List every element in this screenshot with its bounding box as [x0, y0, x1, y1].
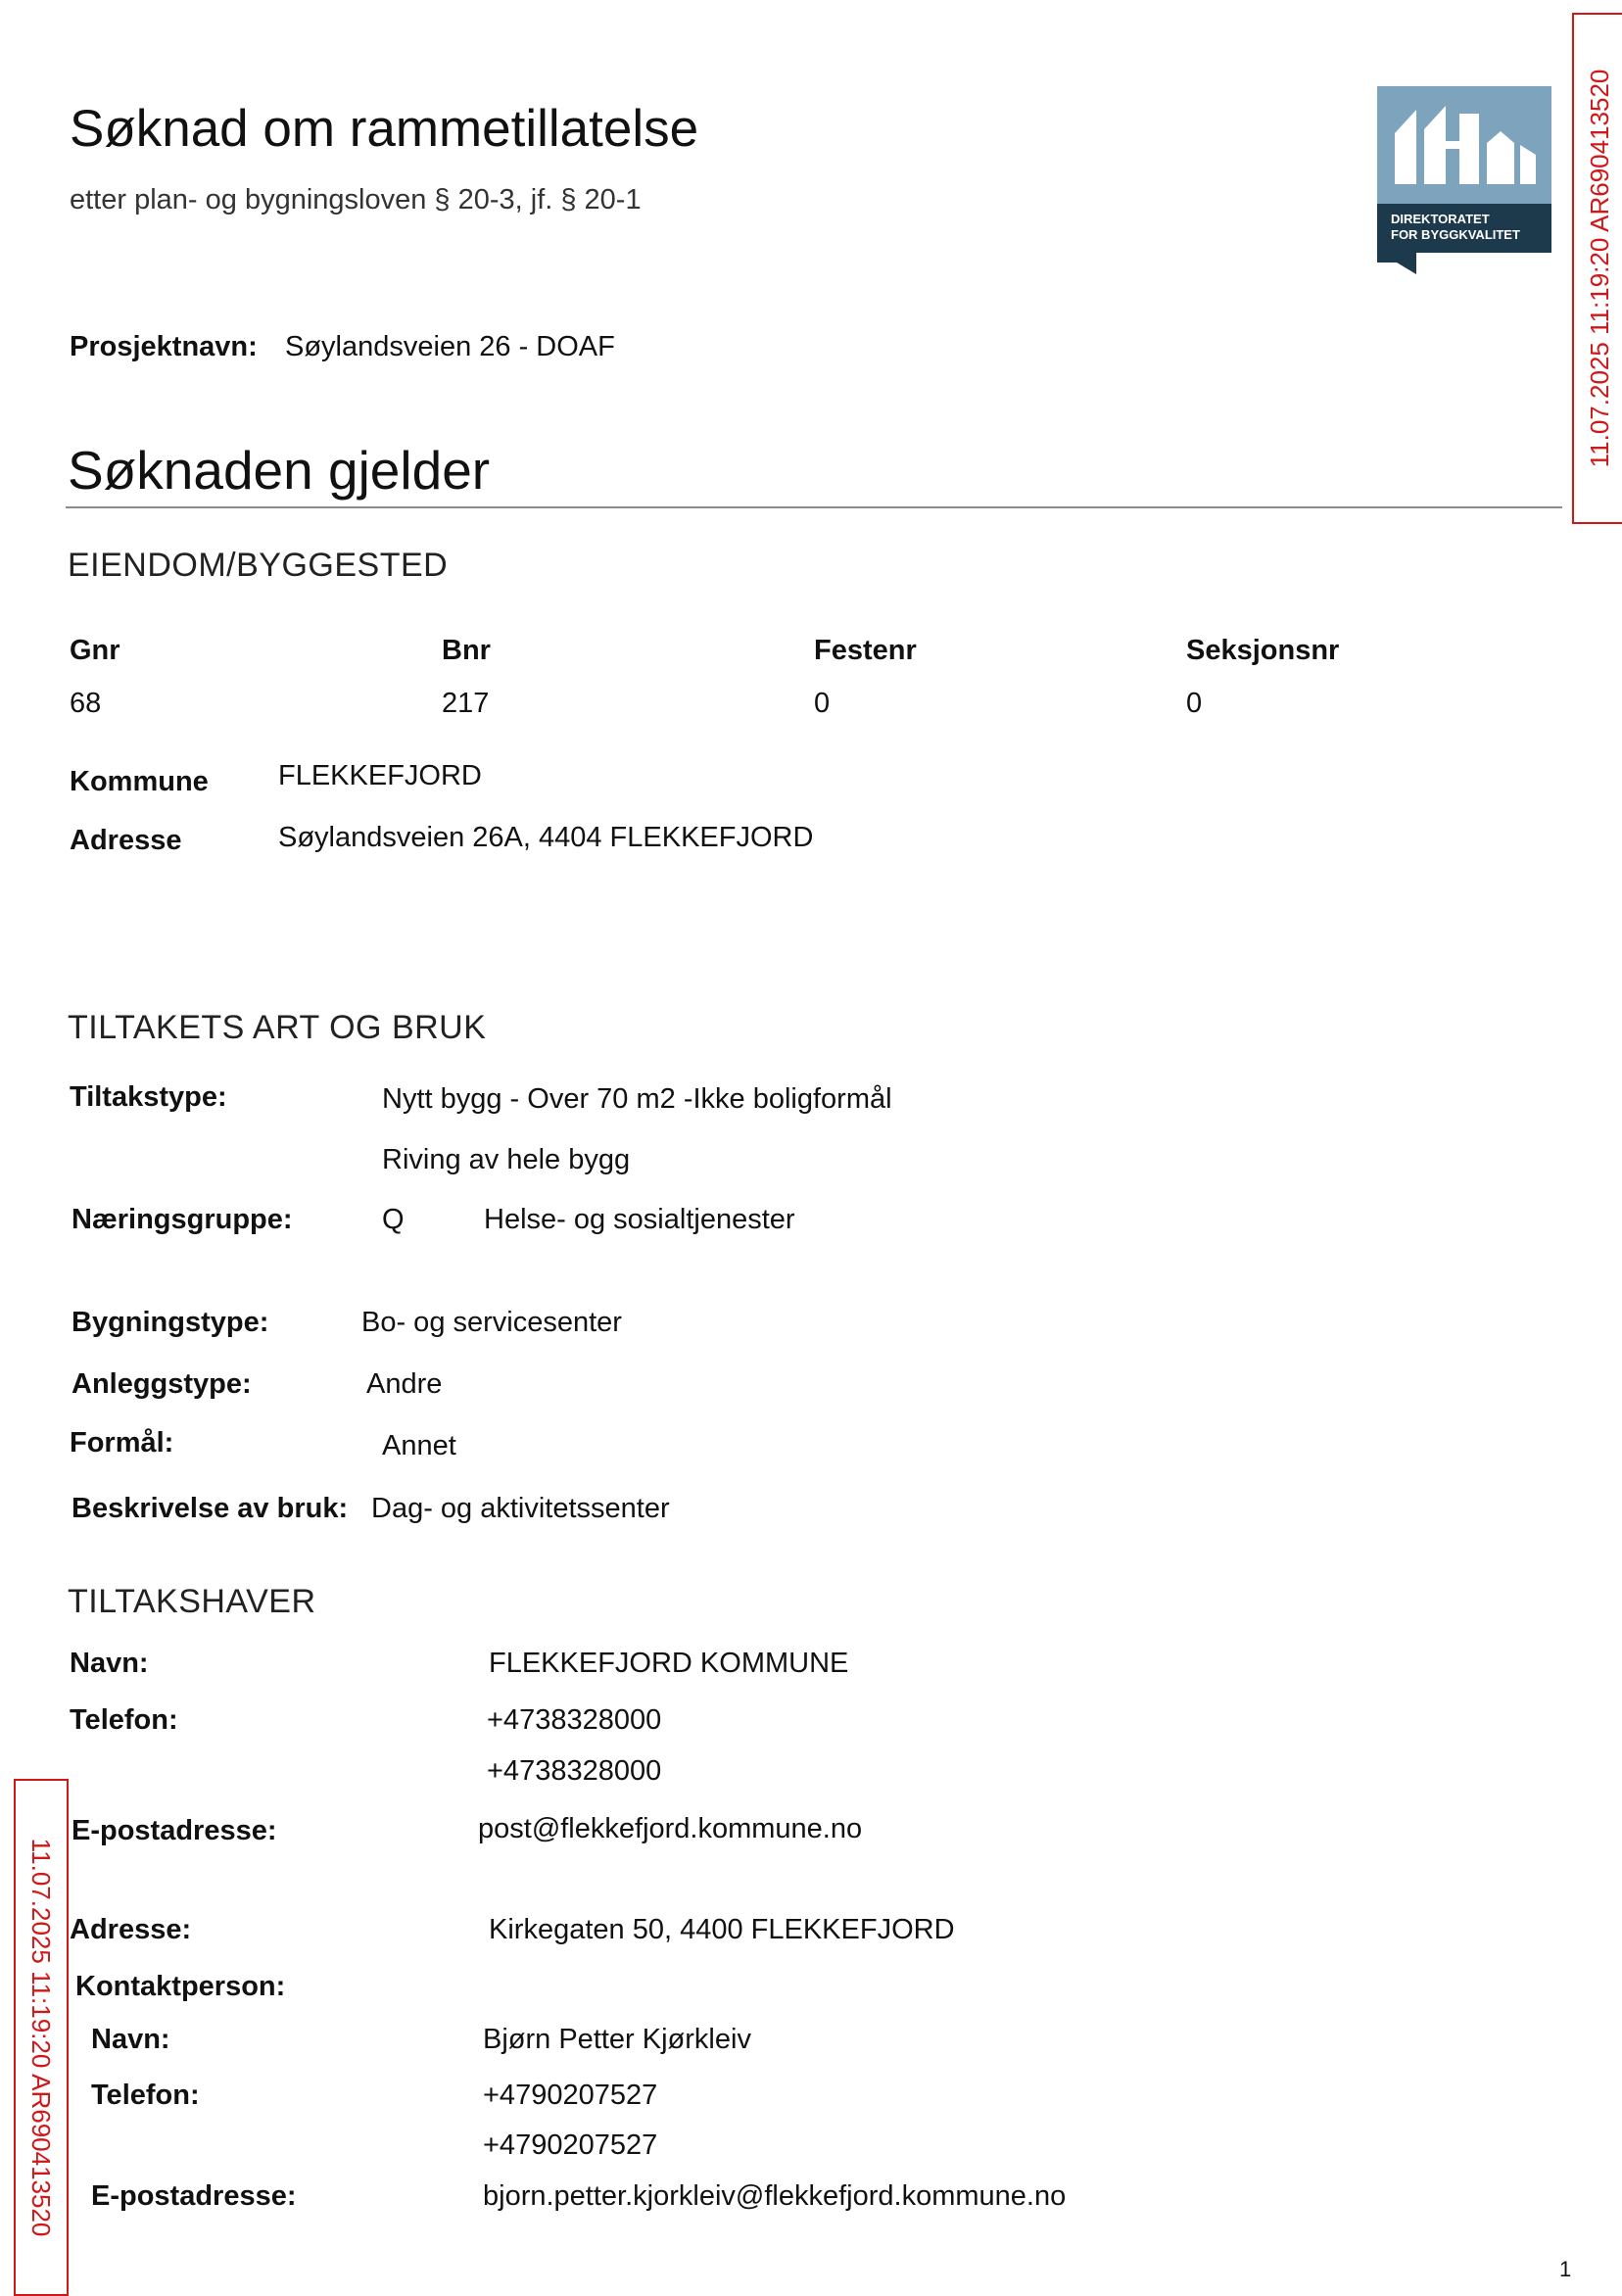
kontakt-navn-label: Navn: — [91, 2024, 170, 2055]
adresse-value: Søylandsveien 26A, 4404 FLEKKEFJORD — [278, 822, 814, 853]
kommune-value: FLEKKEFJORD — [278, 760, 482, 791]
kontakt-epost-value: bjorn.petter.kjorkleiv@flekkefjord.kommune.no — [483, 2180, 1067, 2212]
kontakt-telefon-label: Telefon: — [91, 2080, 200, 2111]
section-heading: Søknaden gjelder — [68, 440, 491, 501]
page-number: 1 — [1559, 2257, 1572, 2281]
project-name-value: Søylandsveien 26 - DOAF — [285, 331, 615, 362]
property-heading: EIENDOM/BYGGESTED — [68, 547, 449, 584]
bygningstype-value: Bo- og servicesenter — [361, 1307, 622, 1338]
adresse-label: Adresse — [70, 825, 182, 856]
timestamp-stamp-left — [14, 1779, 69, 2296]
anleggstype-label: Anleggstype: — [72, 1368, 252, 1400]
tiltakshaver-heading: TILTAKSHAVER — [68, 1583, 316, 1620]
tiltakstype-value: Nytt bygg - Over 70 m2 -Ikke boligformål — [382, 1083, 892, 1115]
festenr-label: Festenr — [814, 635, 917, 666]
bygningstype-label: Bygningstype: — [72, 1307, 269, 1338]
seksjonsnr-label: Seksjonsnr — [1186, 635, 1340, 666]
kontakt-telefon-value: +4790207527 — [483, 2080, 658, 2111]
gnr-label: Gnr — [70, 635, 120, 666]
tiltakshaver-telefon-label: Telefon: — [70, 1704, 178, 1736]
tiltakstype-value: Riving av hele bygg — [382, 1144, 631, 1175]
formal-label: Formål: — [70, 1427, 174, 1459]
kontakt-telefon-value: +4790207527 — [483, 2129, 658, 2161]
timestamp-stamp-top-text: 11.07.2025 11:19:20 AR690413520 — [1585, 69, 1614, 468]
kontakt-epost-label: E-postadresse: — [91, 2180, 297, 2212]
project-name-label: Prosjektnavn: — [70, 331, 258, 362]
bnr-label: Bnr — [442, 635, 491, 666]
bnr-value: 217 — [442, 688, 490, 719]
dibk-logo — [1377, 86, 1551, 274]
kontakt-navn-value: Bjørn Petter Kjørkleiv — [483, 2024, 751, 2055]
kontaktperson-label: Kontaktperson: — [75, 1971, 286, 2002]
tiltakshaver-adresse-value: Kirkegaten 50, 4400 FLEKKEFJORD — [489, 1914, 955, 1945]
tiltakshaver-navn-label: Navn: — [70, 1648, 149, 1679]
naeringsgruppe-value: Helse- og sosialtjenester — [484, 1204, 795, 1235]
logo-text-line1: DIREKTORATET — [1391, 212, 1490, 226]
tiltakshaver-epost-label: E-postadresse: — [72, 1815, 277, 1846]
tiltakshaver-telefon-value: +4738328000 — [487, 1755, 662, 1787]
tiltakshaver-adresse-label: Adresse: — [70, 1914, 192, 1945]
naeringsgruppe-label: Næringsgruppe: — [72, 1204, 293, 1235]
document-subtitle: etter plan- og bygningsloven § 20-3, jf. § 20-1 — [70, 184, 642, 215]
section-divider — [66, 506, 1562, 508]
timestamp-stamp-left-text: 11.07.2025 11:19:20 AR690413520 — [26, 1838, 56, 2237]
tiltakshaver-navn-value: FLEKKEFJORD KOMMUNE — [489, 1648, 849, 1679]
gnr-value: 68 — [70, 688, 102, 719]
kommune-label: Kommune — [70, 766, 209, 797]
naeringsgruppe-code: Q — [382, 1204, 405, 1235]
logo-text-line2: FOR BYGGKVALITET — [1391, 227, 1520, 242]
tiltakshaver-telefon-value: +4738328000 — [487, 1704, 662, 1736]
beskrivelse-label: Beskrivelse av bruk: — [72, 1493, 349, 1524]
tiltakshaver-epost-value: post@flekkefjord.kommune.no — [478, 1813, 863, 1844]
seksjonsnr-value: 0 — [1186, 688, 1203, 719]
formal-value: Annet — [382, 1430, 456, 1461]
document-title: Søknad om rammetillatelse — [70, 100, 699, 158]
anleggstype-value: Andre — [366, 1368, 443, 1400]
tiltak-heading: TILTAKETS ART OG BRUK — [68, 1009, 487, 1046]
festenr-value: 0 — [814, 688, 831, 719]
timestamp-stamp-top — [1572, 13, 1622, 524]
tiltakstype-label: Tiltakstype: — [70, 1081, 227, 1113]
beskrivelse-value: Dag- og aktivitetssenter — [371, 1493, 670, 1524]
